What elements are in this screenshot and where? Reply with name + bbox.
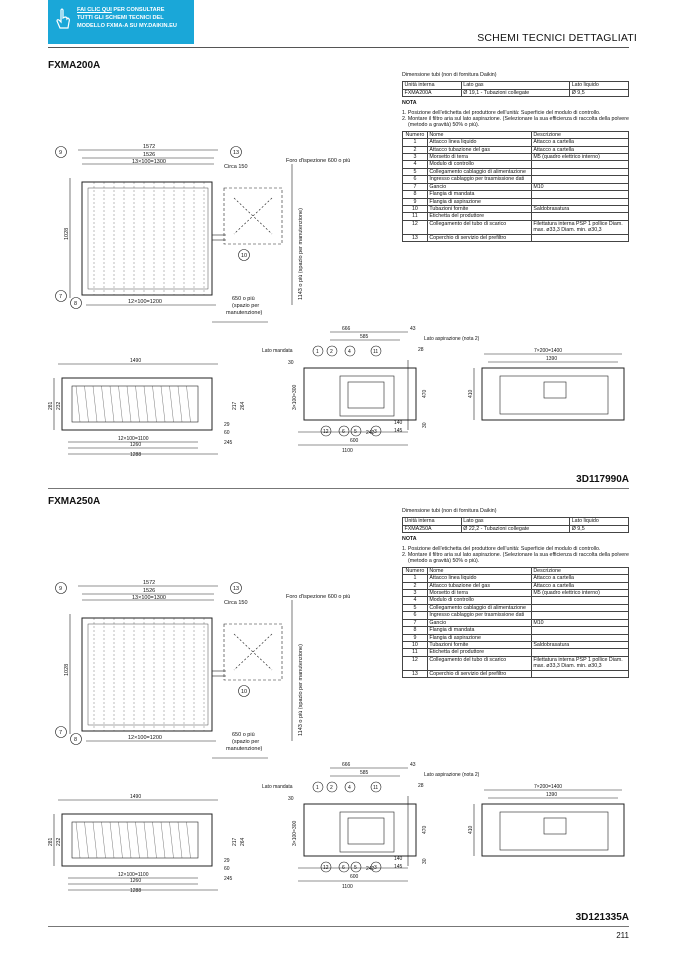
dim-text: (spazio per bbox=[232, 739, 260, 745]
parts-header: Nome bbox=[427, 567, 531, 574]
part-name: Coperchio di servizio del prefiltro bbox=[427, 234, 531, 241]
dim-text: 666 bbox=[342, 326, 351, 332]
dim-text: 1390 bbox=[546, 792, 558, 798]
dim-text: 30 bbox=[422, 422, 428, 428]
callout-number: 7 bbox=[59, 294, 63, 300]
parts-header: Numero bbox=[403, 567, 428, 574]
dim-text: 1100 bbox=[342, 448, 353, 454]
part-number: 13 bbox=[403, 234, 428, 241]
part-description: Saldobrasatura bbox=[531, 641, 628, 648]
pipe-cell: Ø 19,1 - Tubazioni collegate bbox=[461, 89, 569, 96]
callout-number: 1 bbox=[316, 349, 319, 355]
dim-text: 1390 bbox=[546, 356, 558, 362]
dim-text: 245 bbox=[224, 440, 233, 446]
callout-number: 12 bbox=[323, 429, 329, 435]
dim-text: 28 bbox=[418, 347, 424, 353]
dim-text: 1526 bbox=[143, 152, 156, 158]
daikin-link-banner[interactable] bbox=[48, 0, 194, 44]
side-label: Lato mandata bbox=[262, 348, 293, 354]
dim-text: 666 bbox=[342, 762, 351, 768]
part-description: Saldobrasatura bbox=[531, 205, 628, 212]
parts-header: Descrizione bbox=[531, 567, 628, 574]
callout-number: 10 bbox=[241, 689, 248, 695]
part-name: Flangia di aspirazione bbox=[427, 198, 531, 205]
page-number: 211 bbox=[616, 931, 629, 940]
dim-text: 29 bbox=[224, 422, 230, 428]
rear-view bbox=[474, 354, 624, 420]
dim-text: 140 bbox=[394, 856, 403, 862]
part-number: 11 bbox=[403, 213, 428, 220]
dim-text: 410 bbox=[468, 825, 474, 834]
note-item: 2. Montare il filtro aria sul lato aspirazione. (Selezionare la sua efficienza di raccolta della polvere (metodo a gravità) 50% o più). bbox=[402, 116, 629, 129]
part-number: 1 bbox=[403, 575, 428, 582]
dim-text: 30 bbox=[288, 360, 294, 366]
dim-text: 650 o più bbox=[232, 296, 255, 302]
dim-text: Circa 150 bbox=[224, 164, 248, 170]
part-name: Etichetta del produttore bbox=[427, 649, 531, 656]
dim-text: 30 bbox=[422, 858, 428, 864]
dim-text: 1100 bbox=[342, 884, 353, 890]
dim-text: 245 bbox=[224, 876, 233, 882]
dim-text: 585 bbox=[360, 334, 369, 340]
part-number: 5 bbox=[403, 604, 428, 611]
part-name: Collegamento del tubo di scarico bbox=[427, 220, 531, 234]
dim-text: 12×100=1200 bbox=[128, 299, 162, 305]
dim-text: 12×100=1200 bbox=[128, 735, 162, 741]
part-number: 13 bbox=[403, 670, 428, 677]
parts-header: Descrizione bbox=[531, 131, 628, 138]
part-number: 10 bbox=[403, 641, 428, 648]
dim-text: 28 bbox=[418, 783, 424, 789]
dim-text: 1143 o più (spazio per manutenzione) bbox=[298, 644, 304, 736]
header-divider bbox=[48, 47, 629, 48]
technical-drawing bbox=[48, 60, 629, 472]
part-number: 8 bbox=[403, 191, 428, 198]
pipe-header: Lato liquido bbox=[570, 518, 629, 525]
part-name: Morsetto di terra bbox=[427, 154, 531, 161]
part-name: Modulo di controllo bbox=[427, 597, 531, 604]
part-name: Gancio bbox=[427, 619, 531, 626]
dim-text: Circa 150 bbox=[224, 600, 248, 606]
dim-text: 29 bbox=[224, 858, 230, 864]
part-name: Collegamento cablaggio di alimentazione bbox=[427, 168, 531, 175]
parts-header: Numero bbox=[403, 131, 428, 138]
dim-text: 264 bbox=[240, 837, 246, 846]
part-number: 9 bbox=[403, 634, 428, 641]
dim-text: 1490 bbox=[130, 358, 142, 364]
dim-text: 60 bbox=[224, 866, 230, 872]
pipe-size-title: Dimensione tubi (non di fornitura Daikin) bbox=[402, 508, 497, 514]
part-name: Etichetta del produttore bbox=[427, 213, 531, 220]
model-name: FXMA200A bbox=[48, 60, 101, 71]
dim-text: 1526 bbox=[143, 588, 156, 594]
part-name: Tubazioni fornite bbox=[427, 641, 531, 648]
part-number: 8 bbox=[403, 627, 428, 634]
dim-text: 145 bbox=[394, 864, 403, 870]
dim-text: 1260 bbox=[130, 878, 142, 884]
pipe-cell: FXMA250A bbox=[403, 525, 462, 532]
part-number: 1 bbox=[403, 139, 428, 146]
part-name: Collegamento del tubo di scarico bbox=[427, 656, 531, 670]
part-number: 6 bbox=[403, 176, 428, 183]
callout-number: 2 bbox=[330, 349, 333, 355]
dim-text: 242 bbox=[366, 430, 375, 436]
callout-number: 4 bbox=[348, 785, 351, 791]
dim-text: 264 bbox=[240, 401, 246, 410]
part-name: Flangia di mandata bbox=[427, 627, 531, 634]
nota-heading: NOTA bbox=[402, 100, 417, 107]
pipe-header: Unità interna bbox=[403, 518, 462, 525]
rear-view bbox=[474, 790, 624, 856]
side-label: Lato mandata bbox=[262, 784, 293, 790]
drawing-code: 3D121335A bbox=[575, 912, 629, 923]
note-item: 1. Posizione dell'etichetta del produttore dell'unità: Superficie del modulo di controllo. bbox=[402, 109, 601, 116]
dim-text: 12×100=1100 bbox=[118, 436, 149, 442]
part-name: Attacco linea liquido bbox=[427, 575, 531, 582]
dim-text: 585 bbox=[360, 770, 369, 776]
part-number: 4 bbox=[403, 161, 428, 168]
model-name: FXMA250A bbox=[48, 496, 101, 507]
pipe-header: Unità interna bbox=[403, 82, 462, 89]
part-number: 12 bbox=[403, 656, 428, 670]
part-number: 6 bbox=[403, 612, 428, 619]
part-name: Morsetto di terra bbox=[427, 590, 531, 597]
top-view bbox=[56, 583, 293, 759]
callout-number: 3 bbox=[374, 865, 377, 871]
callout-number: 3 bbox=[374, 429, 377, 435]
hand-pointer-icon bbox=[56, 8, 70, 30]
dim-text: 1288 bbox=[130, 888, 142, 894]
callout-number: 5 bbox=[354, 865, 357, 871]
pipe-cell: FXMA200A bbox=[403, 89, 462, 96]
banner-line-1: FAI CLIC QUI PER CONSULTARE bbox=[77, 7, 165, 13]
callout-number: 13 bbox=[233, 586, 240, 592]
callout-number: 4 bbox=[348, 349, 351, 355]
banner-line-3: MODELLO FXMA-A SU MY.DAIKIN.EU bbox=[77, 23, 177, 29]
dim-text: manutenzione) bbox=[226, 746, 263, 752]
part-number: 4 bbox=[403, 597, 428, 604]
callout-number: 9 bbox=[59, 586, 63, 592]
part-name: Gancio bbox=[427, 183, 531, 190]
callout-number: 6 bbox=[342, 429, 345, 435]
dim-text: 3×100=300 bbox=[292, 384, 298, 410]
part-name: Attacco tubazione del gas bbox=[427, 582, 531, 589]
part-description: M5 (quadro elettrico interno) bbox=[531, 154, 628, 161]
dim-text: 281 bbox=[48, 401, 54, 410]
dim-text: 410 bbox=[468, 389, 474, 398]
technical-drawing bbox=[48, 496, 629, 908]
section-divider bbox=[48, 926, 629, 927]
pipe-header: Lato gas bbox=[461, 82, 569, 89]
dim-text: 1572 bbox=[143, 580, 156, 586]
callout-number: 11 bbox=[373, 349, 379, 355]
dim-text: 30 bbox=[288, 796, 294, 802]
part-description: Attacco a cartella bbox=[531, 575, 628, 582]
dim-text: 43 bbox=[410, 326, 416, 332]
part-description: Attacco a cartella bbox=[531, 139, 628, 146]
part-number: 2 bbox=[403, 146, 428, 153]
dim-text: 232 bbox=[56, 401, 62, 410]
dim-text: Foro d'ispezione 600 o più bbox=[286, 158, 351, 164]
section-divider bbox=[48, 488, 629, 489]
part-name: Flangia di aspirazione bbox=[427, 634, 531, 641]
part-number: 2 bbox=[403, 582, 428, 589]
part-number: 11 bbox=[403, 649, 428, 656]
dim-text: 1572 bbox=[143, 144, 156, 150]
dim-text: 650 o più bbox=[232, 732, 255, 738]
dim-text: 232 bbox=[56, 837, 62, 846]
pipe-cell: Ø 9,5 bbox=[570, 89, 629, 96]
dim-text: Foro d'ispezione 600 o più bbox=[286, 594, 351, 600]
dim-text: 1143 o più (spazio per manutenzione) bbox=[298, 208, 304, 300]
callout-number: 2 bbox=[330, 785, 333, 791]
dim-text: 140 bbox=[394, 420, 403, 426]
nota-heading: NOTA bbox=[402, 536, 417, 543]
dim-text: 600 bbox=[350, 438, 359, 444]
dim-text: 600 bbox=[350, 874, 359, 880]
part-description: Attacco a cartella bbox=[531, 582, 628, 589]
pipe-header: Lato liquido bbox=[570, 82, 629, 89]
pipe-cell: Ø 22,2 - Tubazioni collegate bbox=[461, 525, 569, 532]
dim-text: 60 bbox=[224, 430, 230, 436]
part-name: Flangia di mandata bbox=[427, 191, 531, 198]
part-number: 7 bbox=[403, 183, 428, 190]
part-description: M10 bbox=[531, 183, 628, 190]
callout-number: 5 bbox=[354, 429, 357, 435]
parts-header: Nome bbox=[427, 131, 531, 138]
dim-text: 1490 bbox=[130, 794, 142, 800]
part-number: 9 bbox=[403, 198, 428, 205]
part-name: Coperchio di servizio del prefiltro bbox=[427, 670, 531, 677]
callout-number: 6 bbox=[342, 865, 345, 871]
page-title: SCHEMI TECNICI DETTAGLIATI bbox=[477, 32, 637, 44]
pipe-size-title: Dimensione tubi (non di fornitura Daikin) bbox=[402, 72, 497, 78]
dim-text: 7×200=1400 bbox=[534, 348, 563, 354]
part-name: Attacco tubazione del gas bbox=[427, 146, 531, 153]
callout-number: 9 bbox=[59, 150, 63, 156]
callout-number: 1 bbox=[316, 785, 319, 791]
note-item: 2. Montare il filtro aria sul lato aspirazione. (Selezionare la sua efficienza di raccolta della polvere (metodo a gravità) 50% o più). bbox=[402, 552, 629, 565]
dim-text: 217 bbox=[232, 837, 238, 846]
dim-text: 470 bbox=[422, 825, 428, 834]
dim-text: 12×100=1100 bbox=[118, 872, 149, 878]
part-number: 3 bbox=[403, 590, 428, 597]
side-label: Lato aspirazione (nota 2) bbox=[424, 772, 480, 778]
dim-text: 281 bbox=[48, 837, 54, 846]
part-name: Ingresso cablaggio per trasmissione dati bbox=[427, 612, 531, 619]
top-view bbox=[56, 147, 293, 323]
dim-text: 13×100=1300 bbox=[132, 159, 166, 165]
part-name: Modulo di controllo bbox=[427, 161, 531, 168]
pipe-header: Lato gas bbox=[461, 518, 569, 525]
dim-text: 13×100=1300 bbox=[132, 595, 166, 601]
banner-line-2: TUTTI GLI SCHEMI TECNICI DEL bbox=[77, 15, 164, 21]
part-number: 5 bbox=[403, 168, 428, 175]
part-name: Collegamento cablaggio di alimentazione bbox=[427, 604, 531, 611]
part-description: M10 bbox=[531, 619, 628, 626]
callout-number: 8 bbox=[74, 737, 78, 743]
part-number: 3 bbox=[403, 154, 428, 161]
dim-text: 242 bbox=[366, 866, 375, 872]
dim-text: 1028 bbox=[64, 227, 70, 240]
dim-text: 1288 bbox=[130, 452, 142, 458]
callout-number: 10 bbox=[241, 253, 248, 259]
dim-text: 217 bbox=[232, 401, 238, 410]
section-fxma200a bbox=[48, 60, 629, 490]
section-fxma250a bbox=[48, 496, 629, 926]
part-name: Attacco linea liquido bbox=[427, 139, 531, 146]
dim-text: 43 bbox=[410, 762, 416, 768]
callout-number: 8 bbox=[74, 301, 78, 307]
dim-text: 7×200=1400 bbox=[534, 784, 563, 790]
part-number: 12 bbox=[403, 220, 428, 234]
callout-number: 13 bbox=[233, 150, 240, 156]
callout-number: 11 bbox=[373, 785, 379, 791]
dim-text: 1260 bbox=[130, 442, 142, 448]
dim-text: 3×100=300 bbox=[292, 820, 298, 846]
part-number: 7 bbox=[403, 619, 428, 626]
dim-text: 470 bbox=[422, 389, 428, 398]
dim-text: 1028 bbox=[64, 663, 70, 676]
part-description: Attacco a cartella bbox=[531, 146, 628, 153]
dim-text: (spazio per bbox=[232, 303, 260, 309]
part-name: Tubazioni fornite bbox=[427, 205, 531, 212]
part-description: M5 (quadro elettrico interno) bbox=[531, 590, 628, 597]
part-description: Filettatura interna PSP 1 pollice Diam. max. ø33,3 Diam. min. ø30,3 bbox=[531, 656, 628, 670]
part-description: Filettatura interna PSP 1 pollice Diam. max. ø33,3 Diam. min. ø30,3 bbox=[531, 220, 628, 234]
pipe-cell: Ø 9,5 bbox=[570, 525, 629, 532]
part-name: Ingresso cablaggio per trasmissione dati bbox=[427, 176, 531, 183]
note-item: 1. Posizione dell'etichetta del produttore dell'unità: Superficie del modulo di controllo. bbox=[402, 545, 601, 552]
part-number: 10 bbox=[403, 205, 428, 212]
callout-number: 7 bbox=[59, 730, 63, 736]
drawing-code: 3D117990A bbox=[576, 474, 629, 485]
side-label: Lato aspirazione (nota 2) bbox=[424, 336, 480, 342]
dim-text: 145 bbox=[394, 428, 403, 434]
dim-text: manutenzione) bbox=[226, 310, 263, 316]
callout-number: 12 bbox=[323, 865, 329, 871]
